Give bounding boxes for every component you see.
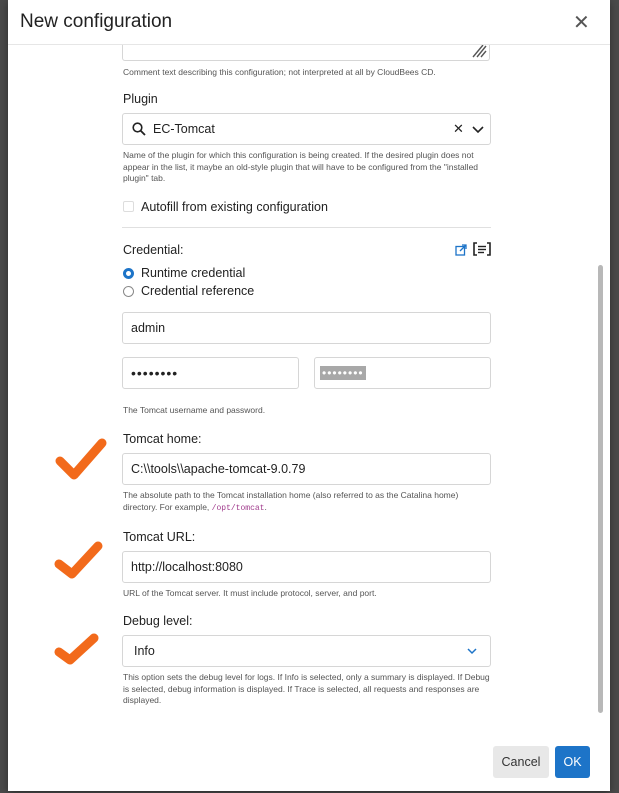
runtime-credential-radio[interactable] <box>123 268 134 279</box>
new-configuration-dialog <box>8 0 610 791</box>
autofill-checkbox[interactable] <box>123 201 134 212</box>
tomcat-url-label: Tomcat URL: <box>123 530 196 544</box>
chevron-down-icon <box>467 648 477 655</box>
external-link-icon[interactable] <box>455 244 467 256</box>
ok-button[interactable]: OK <box>555 746 590 778</box>
close-icon[interactable]: ✕ <box>573 12 590 34</box>
credential-label: Credential: <box>123 243 184 257</box>
checkmark-annotation-icon <box>50 540 110 586</box>
runtime-credential-label: Runtime credential <box>141 266 246 280</box>
comment-textarea[interactable] <box>122 45 490 61</box>
dialog-header <box>8 0 610 45</box>
debug-level-select[interactable] <box>122 635 491 667</box>
password-confirm-mask: •••••••• <box>322 366 364 380</box>
debug-level-label: Debug level: <box>123 614 193 628</box>
password-input[interactable] <box>122 357 299 389</box>
plugin-help: Name of the plugin for which this configuration is being created. If the desired plugin does not appear in the list, it maybe an old-style plugin that will have to be configured from the "installed plugin" tab. <box>123 150 479 183</box>
clear-icon[interactable]: ✕ <box>453 121 464 136</box>
credential-reference-radio[interactable] <box>123 286 134 297</box>
tomcat-url-input[interactable]: http://localhost:8080 <box>122 551 491 583</box>
credential-help: The Tomcat username and password. <box>123 405 266 415</box>
tomcat-home-help-suffix: . <box>264 501 267 512</box>
resize-handle-icon[interactable] <box>469 45 487 58</box>
scrollbar[interactable] <box>598 265 603 713</box>
list-icon[interactable] <box>473 242 491 256</box>
password-confirm-input[interactable] <box>314 357 491 389</box>
section-divider <box>122 227 491 228</box>
tomcat-home-help <box>123 490 493 514</box>
tomcat-home-help-code: /opt/tomcat <box>211 503 265 513</box>
credential-reference-label: Credential reference <box>141 284 255 298</box>
debug-level-value: Info <box>134 644 155 658</box>
tomcat-home-label: Tomcat home: <box>123 432 202 446</box>
dialog-title: New configuration <box>20 11 173 32</box>
cancel-button[interactable]: Cancel <box>493 746 549 778</box>
autofill-label: Autofill from existing configuration <box>141 200 328 214</box>
chevron-down-icon[interactable] <box>472 126 484 134</box>
tomcat-home-help-text: The absolute path to the Tomcat installation home (also referred to as the Catalina home) directory. For example, <box>123 490 459 512</box>
checkmark-annotation-icon <box>52 437 112 487</box>
debug-level-help: This option sets the debug level for logs. If Info is selected, only a summary is displayed. If Debug is selected, debug information is displayed. If Trace is selected, all requests and responses are displayed. <box>123 672 490 705</box>
plugin-value: EC-Tomcat <box>153 122 215 136</box>
username-input[interactable]: admin <box>122 312 491 344</box>
password-mask: •••••••• <box>131 365 179 381</box>
search-icon <box>132 122 146 136</box>
dialog-footer <box>8 735 610 791</box>
tomcat-home-input[interactable]: C:\\tools\\apache-tomcat-9.0.79 <box>122 453 491 485</box>
tomcat-url-help: URL of the Tomcat server. It must include protocol, server, and port. <box>123 588 377 598</box>
plugin-select[interactable] <box>122 113 491 145</box>
comment-help: Comment text describing this configuration; not interpreted at all by CloudBees CD. <box>123 67 436 77</box>
plugin-label: Plugin <box>123 92 158 106</box>
checkmark-annotation-icon <box>50 632 106 670</box>
